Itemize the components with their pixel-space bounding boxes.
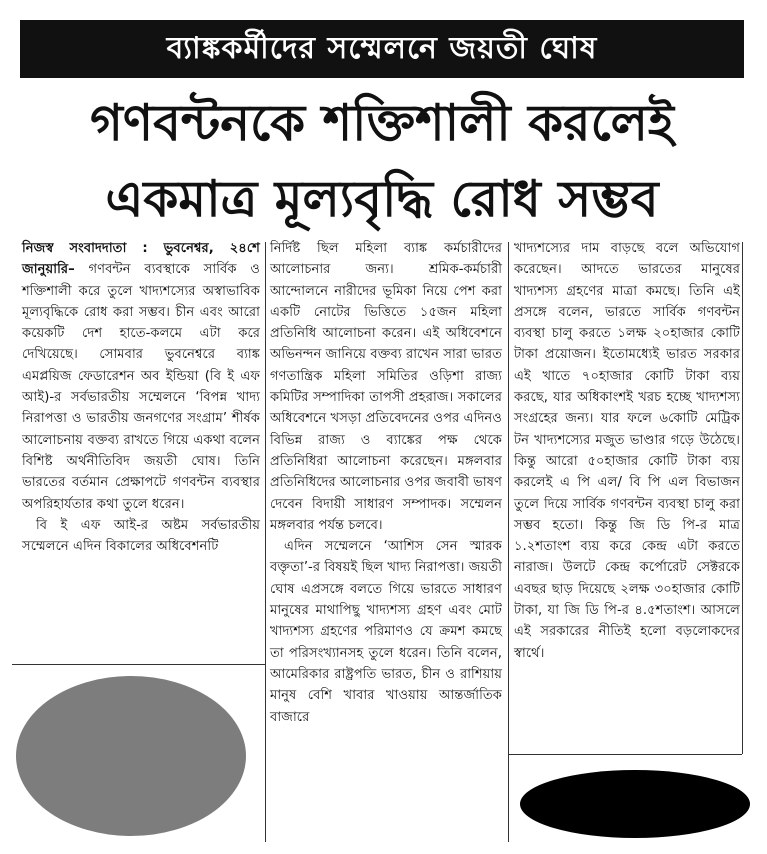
column-rule-left [265,242,266,842]
article-paragraph: এদিন সম্মেলনে ‘আশিস সেন স্মারক বক্তৃতা’-র বিষয়ই ছিল খাদ্য নিরাপত্তা। জয়তী ঘোষ এপ্রসঙ্গে বলতে গিয়ে ভারতে সাধারণ মানুষের মাথাপিছু খাদ্যশস্য গ্রহণ এবং মোট খাদ্যশস্য গ্রহণের পরিমাণও যে ক্রমশ কমছে তা পরিসংখ্যানসহ তুলে ধরেন। তিনি বলেন, আমেরিকার রাষ্ট্রপতি ভারত, চীন ও রাশিয়ায় মানুষ বেশি খাবার খাওয়ায় আন্তর্জাতিক বাজারে [270,539,502,725]
paragraph-text: গণবন্টন ব্যবস্থাকে সার্বিক ও শক্তিশালী করে তুলে খাদ্যশস্যের অস্বাভাবিক মূল্যবৃদ্ধিকে রোধ করা সম্ভব। চীন এবং আরো কয়েকটি দেশ হাতে-কলমে এটা করে দেখিয়েছে। সোমবার ভুবনেশ্বরে ব্যাঙ্ক এমপ্লয়িজ ফেডারেশন অব ইন্ডিয়া (বি ই এফ আই)-র সর্বভারতীয় সম্মেলনে ‘বিপন্ন খাদ্য নিরাপত্তা ও ভারতীয় জনগণের সংগ্রাম’ শীর্ষক আলোচনায় বক্তব্য রাখতে গিয়ে একথা বলেন বিশিষ্ট অর্থনীতিবিদ জয়তী ঘোষ। তিনি ভারতের বর্তমান প্রেক্ষাপটে গণবন্টন ব্যবস্থার অপরিহার্যতার কথা তুলে ধরেন। [22,262,260,512]
column-end-rule-left [12,664,265,665]
kicker-banner [20,20,744,78]
dateline: নিজস্ব সংবাদদাতা : ভুবনেশ্বর, ২৪শে জানুয়ারি– [22,241,260,278]
redaction-blob-black [520,770,750,838]
column-end-rule-right [508,754,742,755]
article-column-3 [514,238,740,664]
article-paragraph: খাদ্যশস্যের দাম বাড়ছে বলে অভিযোগ করেছেন। আদতে ভারতের মানুষের খাদ্যশস্য গ্রহণের মাত্রা কমছে। তিনি এই প্রসঙ্গে বলেন, ভারতে সার্বিক গণবন্টন ব্যবস্থা চালু করতে ১লক্ষ ২০হাজার কোটি টাকা প্রয়োজন। ইতোমধ্যেই ভারত সরকার এই খাতে ৭০হাজার কোটি টাকা ব্যয় করছে, যার অধিকাংশই খরচ হচ্ছে খাদ্যশস্য সংগ্রহের জন্য। যার ফলে ৬কোটি মেট্রিক টন খাদ্যশস্যের মজুত ভাণ্ডার গড়ে উঠেছে। কিন্তু আরো ৫০হাজার কোটি টাকা ব্যয় করলেই এ পি এল/ বি পি এল বিভাজন তুলে দিয়ে সার্বিক গণবন্টন ব্যবস্থা চালু করা সম্ভব হতো। কিন্তু জি ডি পি-র মাত্র ১.২শতাংশ ব্যয় করে কেন্দ্র এটা করতে নারাজ। উলটে কেন্দ্র কর্পোরেট সেক্টরকে এবছর ছাড় দিয়েছে ২লক্ষ ৩০হাজার কোটি টাকা, যা জি ডি পি-র ৪.৫শতাংশ। আসলে এই সরকারের নীতিই হলো বড়লোকদের স্বার্থে। [514,241,740,661]
article-paragraph: নির্দিষ্ট ছিল মহিলা ব্যাঙ্ক কর্মচারীদের আলোচনার জন্য। শ্রমিক-কর্মচারী আন্দোলনে নারীদের ভূমিকা নিয়ে পেশ করা একটি নোটের ভিত্তিতে ১৫জন মহিলা প্রতিনিধি আলোচনা করেন। এই অধিবেশনে অভিনন্দন জানিয়ে বক্তব্য রাখেন সারা ভারত গণতান্ত্রিক মহিলা সমিতির ওড়িশা রাজ্য কমিটির সম্পাদিকা তাপসী প্রহরাজ। সকালের অধিবেশনে খসড়া প্রতিবেদনের ওপর এদিনও বিভিন্ন রাজ্য ও ব্যাঙ্কের পক্ষ থেকে প্রতিনিধিরা আলোচনা করেছেন। মঙ্গলবার প্রতিনিধিদের আলোচনার ওপর জবাবী ভাষণ দেবেন বিদায়ী সাধারণ সম্পাদক। সম্মেলন মঙ্গলবার পর্যন্ত চলবে। [270,241,502,533]
article-column-1 [22,238,260,557]
redaction-blob-grey [16,676,246,836]
article-paragraph: বি ই এফ আই-র অষ্টম সর্বভারতীয় সম্মেলনে এদিন বিকালের অধিবেশনটি [22,517,260,555]
article-column-2 [270,238,502,728]
column-rule-edge [742,242,743,754]
headline-line-1: গণবন্টনকে শক্তিশালী করলেই [90,94,674,152]
article-paragraph [22,238,260,515]
headline-line-2: একমাত্র মূল্যবৃদ্ধি রোধ সম্ভব [105,170,659,228]
column-rule-right [508,242,509,842]
kicker-text: ব্যাঙ্ককর্মীদের সম্মেলনে জয়তী ঘোষ [166,30,598,66]
